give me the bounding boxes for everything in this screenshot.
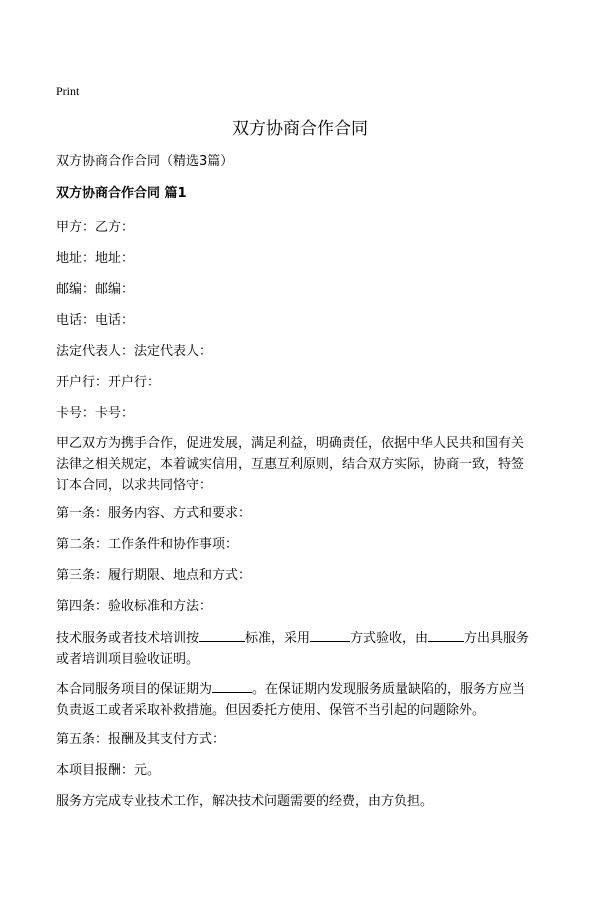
phone-line: 电话：电话：	[56, 313, 135, 328]
standard-blank	[199, 627, 245, 642]
acceptance-text: 方出具服务	[464, 631, 530, 646]
acceptance-line: 或者培训项目验收证明。	[56, 652, 200, 667]
acceptance-line	[56, 627, 546, 649]
preamble-line: 订本合同，以求共同恪守：	[56, 478, 213, 493]
legal-representative-line: 法定代表人：法定代表人：	[56, 344, 213, 359]
article-1: 第一条：服务内容、方式和要求：	[56, 506, 252, 521]
acceptance-text: 方式验收，由	[350, 631, 429, 646]
document-subtitle: 双方协商合作合同（精选3篇）	[56, 154, 234, 169]
document-title: 双方协商合作合同	[232, 119, 368, 139]
preamble-paragraph	[56, 433, 546, 496]
bank-line: 开户行：开户行：	[56, 375, 161, 390]
warranty-text: 。在保证期内发现服务质量缺陷的，服务方应当	[252, 682, 526, 697]
expenses-line: 服务方完成专业技术工作，解决技术问题需要的经费，由方负担。	[56, 794, 434, 809]
warranty-line	[56, 678, 546, 700]
warranty-period-blank	[212, 678, 252, 693]
print-label: Print	[56, 84, 80, 98]
method-blank	[310, 627, 350, 642]
section-heading: 双方协商合作合同 篇1	[56, 186, 187, 201]
warranty-line: 负责返工或者采取补救措施。但因委托方使用、保管不当引起的问题除外。	[56, 703, 486, 718]
party-blank	[428, 627, 464, 642]
card-number-line: 卡号：卡号：	[56, 406, 135, 421]
acceptance-text: 技术服务或者技术培训按	[56, 631, 200, 646]
postcode-line: 邮编：邮编：	[56, 282, 135, 297]
remuneration-line: 本项目报酬：元。	[56, 763, 161, 778]
acceptance-paragraph	[56, 627, 546, 670]
party-names-line: 甲方：乙方：	[56, 220, 135, 235]
warranty-text: 本合同服务项目的保证期为	[56, 682, 213, 697]
article-4: 第四条：验收标准和方法：	[56, 599, 213, 614]
preamble-line: 法律之相关规定，本着诚实信用，互惠互利原则，结合双方实际，协商一致，特签	[56, 457, 525, 472]
article-5: 第五条：报酬及其支付方式：	[56, 732, 226, 747]
acceptance-text: 标准，采用	[245, 631, 311, 646]
warranty-paragraph	[56, 678, 546, 721]
address-line: 地址：地址：	[56, 251, 135, 266]
article-2: 第二条：工作条件和协作事项：	[56, 537, 239, 552]
preamble-line: 甲乙双方为携手合作，促进发展，满足利益，明确责任，依据中华人民共和国有关	[56, 436, 525, 451]
article-3: 第三条：履行期限、地点和方式：	[56, 568, 252, 583]
